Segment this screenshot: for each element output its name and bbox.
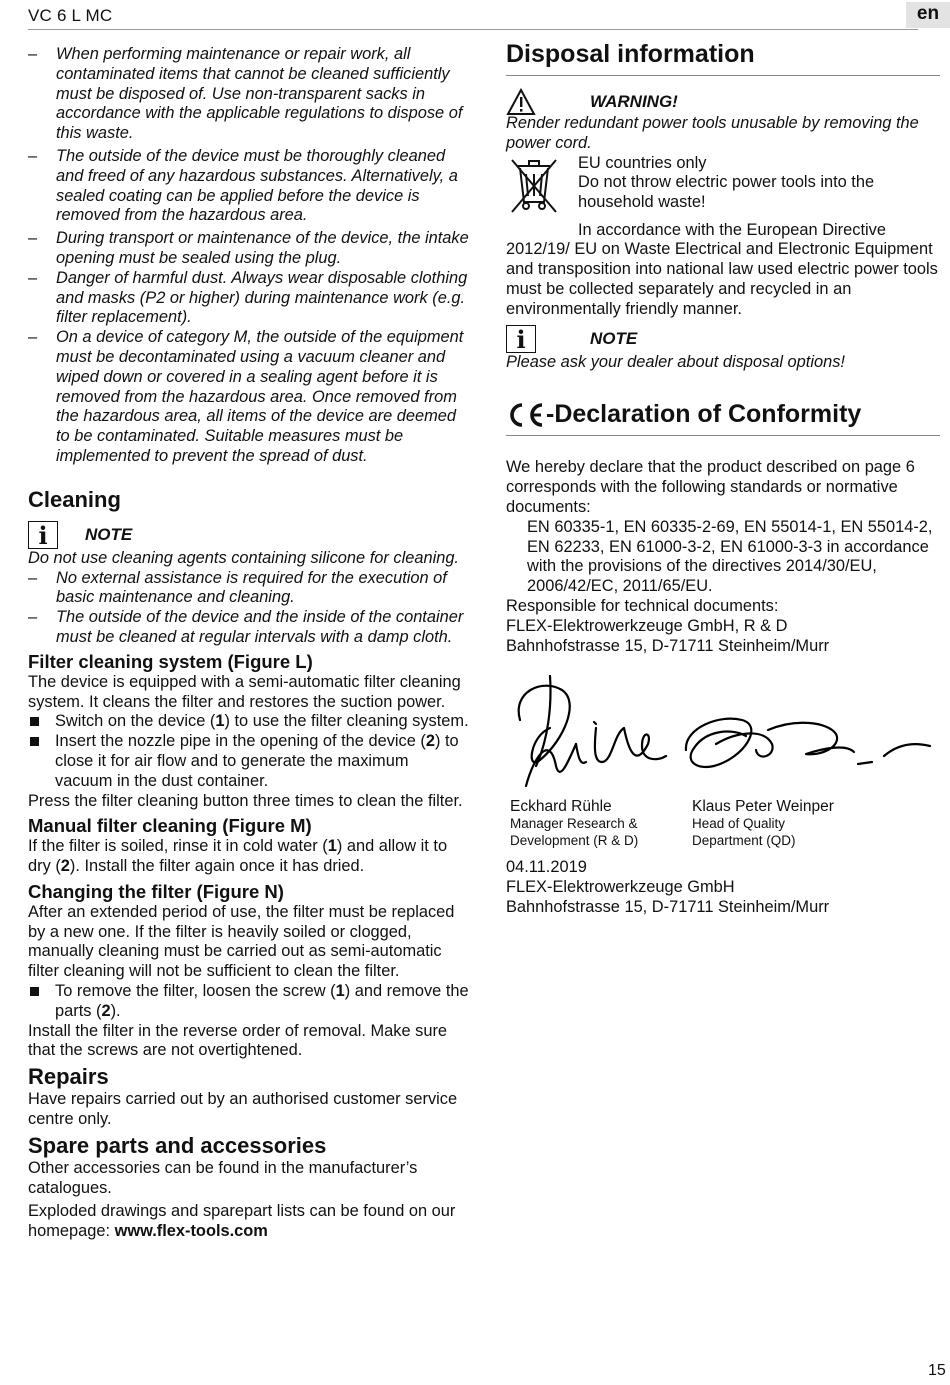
list-item-text: No external assistance is required for the execution of basic maintenance and cleaning.	[56, 568, 447, 607]
signer-role: Head of Quality	[692, 816, 786, 832]
note-text: Please ask your dealer about disposal options!	[506, 352, 845, 371]
filter-system-closing: Press the filter cleaning button three times to clean the filter.	[28, 791, 463, 810]
list-item: – Danger of harmful dust. Always wear disposable clothing and masks (P2 or higher) during maintenance work (e.g. filter replacement).	[28, 269, 470, 328]
list-item: – The outside of the device and the inside of the container must be cleaned at regular intervals with a damp cloth.	[28, 608, 470, 648]
list-item-text: The outside of the device and the inside of the container must be cleaned at regular intervals with a damp cloth.	[56, 608, 464, 646]
weee-text	[578, 154, 940, 221]
list-item: – During transport or maintenance of the device, the intake opening must be sealed using the plug.	[28, 229, 469, 267]
signer-role: Manager Research &	[510, 816, 638, 832]
signer-role: Department (QD)	[692, 833, 796, 849]
filter-system-heading: Filter cleaning system (Figure L)	[28, 650, 313, 672]
left-column	[28, 45, 470, 1242]
list-item: – On a device of category M, the outside of the equipment must be decontaminated using a vacuum cleaner and wiped down or covered in a sealing agent before it is removed from the hazardous area. Once removed from the hazardous area, all items of the device are deemed to be contaminated. Suitable measures must be implemented to prevent the spread of dust.	[28, 328, 470, 467]
disposal-heading: Disposal information	[506, 40, 755, 68]
changing-filter-closing: Install the filter in the reverse order of removal. Make sure that the screws are not overtightened.	[28, 1021, 448, 1060]
header-divider	[28, 29, 918, 30]
conformity-title: -Declaration of Conformity	[546, 400, 862, 429]
conformity-intro: We hereby declare that the product described on page 6 corresponds with the following standards or normative documents:	[506, 458, 915, 516]
list-item-text: During transport or maintenance of the device, the intake opening must be sealed using the plug.	[56, 229, 469, 267]
eu-waste-text: Do not throw electric power tools into the household waste!	[578, 173, 875, 212]
manual-cleaning-heading: Manual filter cleaning (Figure M)	[28, 815, 312, 837]
company-address: Bahnhofstrasse 15, D-71711 Steinheim/Murr	[506, 636, 830, 655]
company-name-2: FLEX-Elektrowerkzeuge GmbH	[506, 878, 735, 897]
signatures-image	[506, 670, 936, 798]
changing-filter-text: After an extended period of use, the filter must be replaced by a new one. If the filter is heavily soiled or clogged, manually cleaning must be carried out as semi-automatic filter cleaning will not be sufficient to clean the filter.	[28, 902, 455, 981]
list-item: – No external assistance is required for the execution of basic maintenance and cleaning.	[28, 569, 470, 609]
info-icon: i	[506, 325, 536, 353]
changing-filter-heading: Changing the filter (Figure N)	[28, 880, 284, 902]
list-item-text: The outside of the device must be thoroughly cleaned and freed of any hazardous substances. Alternatively, a sealed coating can be applied before the device is removed from the hazardous area.	[56, 146, 458, 225]
manual-cleaning-text: If the filter is soiled, rinse it in cold water (1) and allow it to dry (2). Install the filter again once it has dried.	[28, 837, 448, 876]
signer-name: Eckhard Rühle	[510, 798, 612, 816]
info-icon: i	[28, 521, 58, 549]
company-address-2: Bahnhofstrasse 15, D-71711 Steinheim/Murr	[506, 897, 830, 916]
bullet-item	[28, 982, 470, 1022]
list-item-text: Danger of harmful dust. Always wear disposable clothing and masks (P2 or higher) during maintenance work (e.g. filter replacement).	[56, 268, 468, 327]
eu-only-text: EU countries only	[578, 153, 707, 172]
signer-1	[510, 798, 638, 849]
spare-parts-homepage: Exploded drawings and sparepart lists can be found on our homepage: www.flex-tools.com	[28, 1202, 456, 1241]
list-item-text: On a device of category M, the outside of the equipment must be decontaminated using a vacuum cleaner and wiped down or covered in a sealing agent before it is removed from the hazardous area. Once removed from the hazardous area, all items of the device are deemed to be contaminated. Suitable measures must be implemented to prevent the spread of dust.	[56, 328, 464, 465]
filter-system-text: The device is equipped with a semi-automatic filter cleaning system. It cleans the filter and restores the suction power.	[28, 672, 461, 711]
section-divider	[506, 75, 940, 76]
warning-icon	[506, 88, 536, 116]
standards-list: EN 60335-1, EN 60335-2-69, EN 55014-1, EN 55014-2, EN 62233, EN 61000-3-2, EN 61000-3-3 in accordance with the provisions of the directives 2014/30/EU, 2006/42/EC, 2011/65/EU.	[527, 517, 933, 596]
bullet-item	[28, 712, 470, 732]
page-number: 15	[928, 1362, 946, 1379]
cleaning-heading: Cleaning	[28, 486, 121, 512]
signer-role: Development (R & D)	[510, 833, 639, 849]
note-label: NOTE	[590, 328, 638, 348]
warning-label: WARNING!	[590, 92, 678, 111]
declaration-date: 04.11.2019	[506, 858, 587, 877]
bullet-text: To remove the filter, loosen the screw (1) and remove the parts (2).	[55, 982, 469, 1020]
note-text: Do not use cleaning agents containing silicone for cleaning.	[28, 548, 459, 567]
directive-text: In accordance with the European Directive 2012/19/ EU on Waste Electrical and Electronic Equipment and transposition into national law used electric power tools must be collected separately and recycled in an environmentally friendly manner.	[506, 220, 938, 318]
signer-name: Klaus Peter Weinper	[692, 798, 834, 816]
conformity-heading	[506, 400, 940, 429]
spare-parts-text: Other accessories can be found in the manufacturer’s catalogues.	[28, 1158, 418, 1197]
cleaning-note	[28, 521, 470, 549]
list-item: – When performing maintenance or repair work, all contaminated items that cannot be cleaned sufficiently must be disposed of. Use non-transparent sacks in accordance with the applicable regulations to dispose of this waste.	[28, 45, 470, 144]
weee-row	[506, 154, 940, 221]
bullet-item	[28, 732, 470, 791]
right-column	[506, 40, 940, 918]
spare-parts-heading: Spare parts and accessories	[28, 1132, 327, 1158]
signer-2	[692, 798, 834, 849]
weee-bin-icon	[506, 154, 568, 221]
list-item-text: When performing maintenance or repair work, all contaminated items that cannot be cleaned sufficiently must be disposed of. Use non-transparent sacks in accordance with the applicable regulations to dispose of this waste.	[56, 45, 463, 143]
signatories	[506, 798, 940, 858]
document-title: VC 6 L MC	[28, 6, 113, 25]
repairs-heading: Repairs	[28, 1064, 109, 1090]
language-badge: en	[906, 2, 950, 28]
repairs-text: Have repairs carried out by an authorised customer service centre only.	[28, 1090, 458, 1129]
homepage-link[interactable]: www.flex-tools.com	[114, 1222, 268, 1241]
maintenance-list	[28, 45, 470, 467]
responsible-label: Responsible for technical documents:	[506, 596, 779, 615]
list-item: – The outside of the device must be thoroughly cleaned and freed of any hazardous substances. Alternatively, a sealed coating can be applied before the device is removed from the hazardous area.	[28, 147, 470, 226]
warning-text: Render redundant power tools unusable by removing the power cord.	[506, 114, 919, 152]
section-divider	[506, 435, 940, 436]
warning-row	[506, 88, 940, 116]
disposal-note	[506, 325, 940, 353]
bullet-text: Insert the nozzle pipe in the opening of the device (2) to close it for air flow and to generate the maximum vacuum in the dust container.	[55, 732, 459, 790]
note-label: NOTE	[85, 524, 133, 544]
company-name: FLEX-Elektrowerkzeuge GmbH, R & D	[506, 616, 788, 635]
ce-mark-icon	[506, 402, 546, 428]
bullet-text: Switch on the device (1) to use the filter cleaning system.	[55, 712, 469, 731]
